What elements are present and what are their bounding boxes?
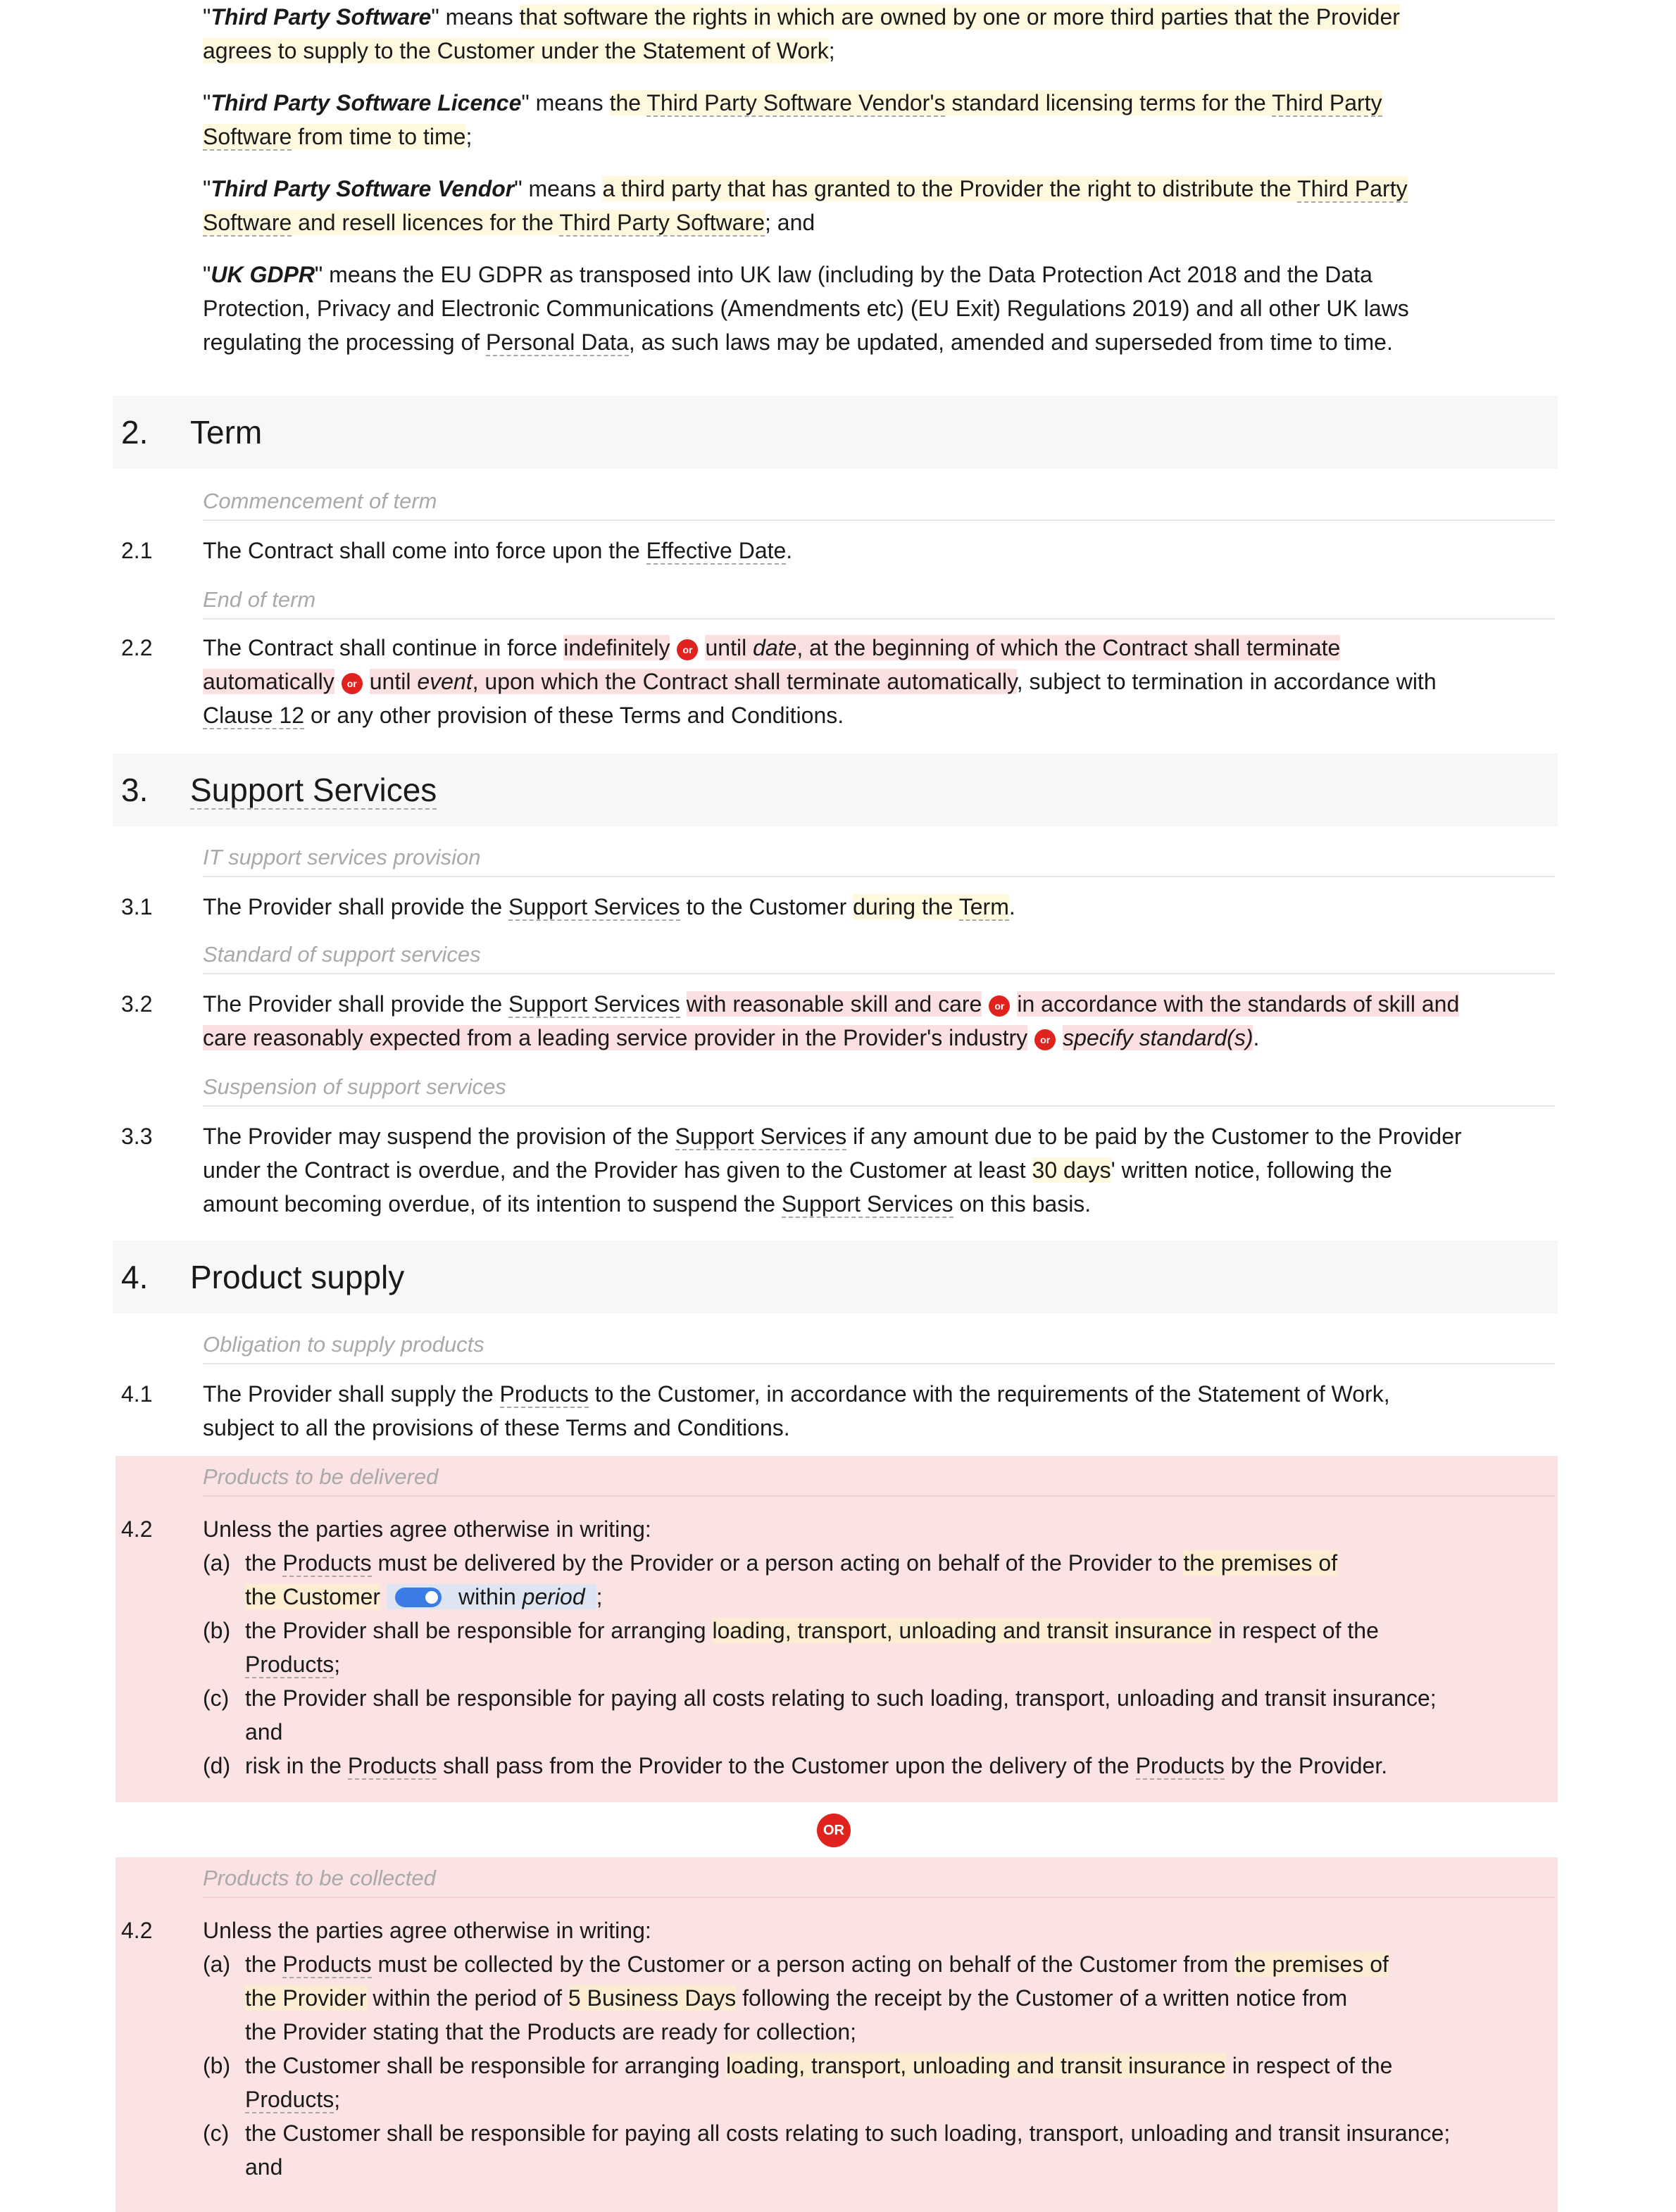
subheading: Obligation to supply products	[203, 1331, 1555, 1364]
definition-third-party-software-licence: "Third Party Software Licence" means the Third Party Software Vendor's standard licensing terms for the Third Party Software from time to time;	[203, 90, 1382, 149]
definition-uk-gdpr: "UK GDPR" means the EU GDPR as transposed into UK law (including by the Data Protection Act 2018 and the Data Protection, Privacy and Electronic Communications (Amendments etc) (EU Exit) Regulations 2019) and all other UK laws regulating the processing of Personal Data, as such laws may be updated, amended and superseded from time to time.	[203, 262, 1409, 355]
option-toggle-wrap[interactable]: within period	[387, 1584, 596, 1609]
defined-term-link[interactable]: Products	[282, 1952, 372, 1977]
defined-term-link[interactable]: Support Services	[508, 991, 680, 1017]
subheading: Products to be delivered	[203, 1463, 1555, 1497]
defined-term-link[interactable]: Products	[245, 1652, 334, 1677]
defined-term-link[interactable]: Products	[347, 1753, 437, 1778]
option-text[interactable]: until date, at the beginning of which the Contract shall terminate	[705, 635, 1341, 660]
definition-third-party-software: "Third Party Software" means that software the rights in which are owned by one or more third parties that the Provider agrees to supply to the Customer under the Statement of Work;	[203, 4, 1400, 63]
option-toggle[interactable]	[395, 1588, 442, 1607]
defined-term-link[interactable]: Software	[203, 124, 292, 149]
defined-term-link[interactable]: Support Services	[508, 894, 680, 919]
option-text[interactable]: indefinitely	[563, 635, 670, 660]
subheading: End of term	[203, 586, 1555, 620]
option-text[interactable]: specify standard(s)	[1063, 1025, 1253, 1050]
defined-term-link[interactable]: Support Services	[781, 1191, 953, 1217]
sub-clause-b: (b) the Provider shall be responsible for arranging loading, transport, unloading and transit insurance in respect of the Products;	[203, 1618, 1379, 1677]
clause-link[interactable]: Clause 12	[203, 703, 305, 728]
defined-term-link[interactable]: Third Party	[1297, 176, 1408, 201]
defined-term-link[interactable]: Personal Data	[486, 329, 629, 355]
subheading: Products to be collected	[203, 1864, 1555, 1898]
or-separator-badge[interactable]: OR	[817, 1814, 851, 1847]
defined-term-link[interactable]: Term	[958, 894, 1009, 919]
defined-term: UK GDPR	[211, 262, 315, 287]
defined-term-link[interactable]: Third Party	[1272, 90, 1382, 115]
defined-term-link[interactable]: Support Services	[675, 1124, 847, 1149]
section-heading-term: 2. Term	[113, 396, 1558, 469]
defined-term-link[interactable]: Products	[282, 1550, 372, 1576]
defined-term-link[interactable]: Products	[245, 2087, 334, 2112]
section-heading-support-services: 3. Support Services	[113, 753, 1558, 827]
defined-term: Third Party Software Licence	[211, 90, 522, 115]
defined-term-link[interactable]: Third Party Software Vendor's	[646, 90, 946, 115]
sub-clause-c: (c) the Customer shall be responsible for paying all costs relating to such loading, transport, unloading and transit insurance; and	[203, 2120, 1451, 2180]
sub-clause-a: (a) the Products must be delivered by the Provider or a person acting on behalf of the Provider to the premises of the Customer within period ;	[203, 1550, 1338, 1609]
defined-term-link[interactable]: Effective Date	[646, 538, 787, 563]
or-badge[interactable]: or	[1034, 1029, 1056, 1050]
sub-clause-a: (a) the Products must be collected by the Customer or a person acting on behalf of the Customer from the premises of the Provider within the period of 5 Business Days following the receipt by the Customer of a written notice from the Provider stating that the Products are ready for collection;	[203, 1952, 1389, 2044]
option-text[interactable]: in accordance with the standards of skill and	[1017, 991, 1460, 1017]
option-text[interactable]: with reasonable skill and care	[686, 991, 982, 1017]
defined-term-link[interactable]: Third Party Software	[559, 210, 765, 235]
subheading: Standard of support services	[203, 941, 1555, 974]
subheading: Suspension of support services	[203, 1073, 1555, 1107]
sub-clause-b: (b) the Customer shall be responsible for arranging loading, transport, unloading and transit insurance in respect of the Products;	[203, 2053, 1393, 2112]
option-text[interactable]: until event, upon which the Contract shall terminate automatically	[369, 669, 1017, 694]
or-badge[interactable]: or	[677, 639, 698, 660]
defined-term: Third Party Software	[211, 4, 432, 30]
subheading: Commencement of term	[203, 487, 1555, 521]
or-badge[interactable]: or	[342, 673, 363, 694]
definition-third-party-software-vendor: "Third Party Software Vendor" means a third party that has granted to the Provider the right to distribute the Third Party Software and resell licences for the Third Party Software; and	[203, 176, 1408, 235]
defined-term-link[interactable]: Products	[499, 1381, 589, 1407]
or-badge[interactable]: or	[989, 995, 1010, 1017]
defined-term: Third Party Software Vendor	[211, 176, 515, 201]
sub-clause-d: (d) risk in the Products shall pass from the Provider to the Customer upon the delivery of the Products by the Provider.	[203, 1753, 1388, 1778]
defined-term-link[interactable]: Software	[203, 210, 292, 235]
subheading: IT support services provision	[203, 843, 1555, 877]
section-heading-product-supply: 4. Product supply	[113, 1240, 1558, 1314]
defined-term-link[interactable]: Products	[1135, 1753, 1225, 1778]
sub-clause-c: (c) the Provider shall be responsible for paying all costs relating to such loading, transport, unloading and transit insurance; and	[203, 1685, 1437, 1745]
